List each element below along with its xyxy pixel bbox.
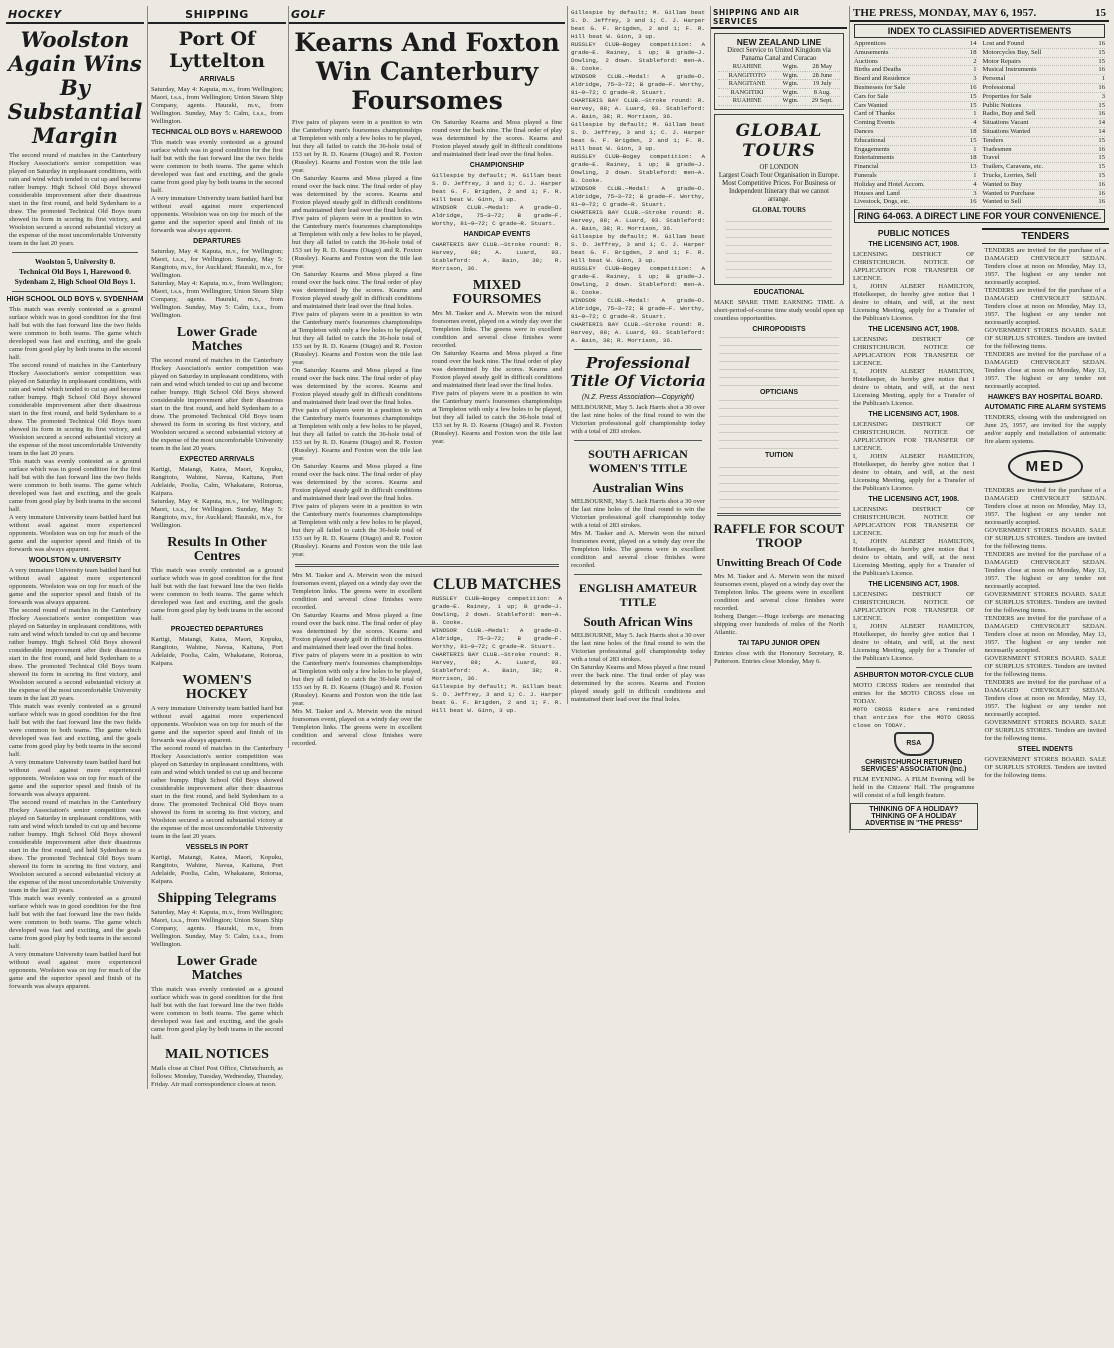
- expected-arrivals-heading: EXPECTED ARRIVALS: [179, 456, 255, 463]
- ship-name: RUAHINE: [718, 97, 776, 106]
- arrivals-body: Saturday, May 4: Kaputa, m.v., from Wellington; Maori, t.s.s., from Wellington; Union Steam Ship Company, agents. Hauraki, m.v., from Wellington. Sunday, May 5: Calm, t.s.s., from Wellington.: [151, 86, 283, 125]
- lower-grade-body: The second round of matches in the Canterbury Hockey Association's senior competition was played on Saturday in unpleasant conditions, with rain and wind which tended to cut up and become rather bumpy. High School Old Boys showed considerable improvement after their disastrous start in the first round, and held Sydenham to a draw. The promoted Technical Old Boys team showed its form in scoring its first victory, and Woolston secured a second substantial victory at the expense of the most uncomfortable University team in the last 20 years.: [151, 357, 283, 452]
- divider: [574, 349, 702, 350]
- tenders-body-5: GOVERNMENT STORES BOARD. SALE OF SURPLUS STORES. Tenders are invited for the following items.: [984, 527, 1106, 551]
- index-item[interactable]: Apprentices 14: [854, 40, 977, 47]
- golf-body-2: On Saturday Kearns and Moss played a fine round over the back nine. The final order of play was determined by the scores. Kearns and Foxton played steady golf in difficult conditions and maintained their lead over the final holes.: [292, 175, 422, 214]
- index-item[interactable]: Holiday and Hotel Accom. 4: [854, 180, 977, 188]
- divider: [12, 291, 138, 292]
- golf-body-1: Five pairs of players were in a position to win the Canterbury men's foursomes championships at Templeton with only a few holes to be played, but they all failed to catch the 36-hole total of 153 set by R. D. Kearns (Otago) and R. Foxton (Russley). Kearns and Foxton won the title last year.: [292, 119, 422, 174]
- tuition-heading: TUITION: [765, 451, 793, 459]
- tenders-body-6: TENDERS are invited for the purchase of a DAMAGED CHEVROLET SEDAN. Tenders close at noon on Monday, May 13, 1957. The highest or any tender not necessarily accepted.: [984, 551, 1106, 591]
- projected-departures-body: Kartigi, Matangi, Katea, Maori, Kopuku, Rangitoto, Wahine, Navua, Kaituna, Port Adelaide, Poolia, Calm, Whakatane, Rotorua, Kaipara.: [151, 636, 283, 667]
- index-item[interactable]: Trucks, Lorries, Sell 15: [982, 171, 1105, 179]
- sailing-schedule: [718, 63, 840, 106]
- golf-kicker: GOLF: [289, 6, 565, 24]
- club-matches-body-1: RUSSLEY CLUB—Bogey competition: A grade—E. Rainey, 1 up; B grade—J. Dowling, 2 down. Stableford: men—A. B. Cooke.: [432, 595, 562, 626]
- golf-body-3: Five pairs of players were in a position to win the Canterbury men's foursomes championships at Templeton with only a few holes to be played, but they all failed to catch the 36-hole total of 153 set by R. D. Kearns (Otago) and R. Foxton (Russley). Kearns and Foxton won the title last year.: [292, 215, 422, 270]
- arrivals-heading: ARRIVALS: [199, 76, 235, 83]
- shipping-kicker: SHIPPING: [148, 6, 286, 24]
- hockey-subhead-technical: TECHNICAL OLD BOYS v. HAREWOOD: [151, 129, 283, 136]
- golf-body-10: On Saturday Kearns and Moss played a fine round over the back nine. The final order of play was determined by the scores. Kearns and Foxton played steady golf in difficult conditions and maintained their lead over the final holes.: [432, 119, 562, 158]
- ring-banner: RING 64-063. A DIRECT LINE FOR YOUR CONVENIENCE.: [854, 209, 1105, 223]
- club-results-11: WINDSOR CLUB.—Medal: A grade—D. Aldridge, 75—3—72; B grade—F. Worthy, 81—9—72; C grade—R. Stuart.: [571, 297, 705, 320]
- club-results-6: RUSSLEY CLUB—Bogey competition: A grade—E. Rainey, 1 up; B grade—J. Dowling, 2 down. Stableford: men—A. B. Cooke.: [571, 153, 705, 184]
- licensing-body-4: I, JOHN ALBERT HAMILTON, Hotelkeeper, do hereby give notice that I desire to obtain, and will, at the next Licensing Meeting, apply for a Transfer of the Publican's Licence.: [853, 368, 975, 408]
- classifieds-column: [849, 6, 1109, 833]
- golf-column: [288, 6, 565, 748]
- index-item[interactable]: Personal 1: [982, 75, 1105, 83]
- licensing-body-7: LICENSING DISTRICT OF CHRISTCHURCH. NOTICE OF APPLICATION FOR TRANSFER OF LICENCE.: [853, 506, 975, 538]
- rsa-badge-icon: RSA: [894, 732, 934, 756]
- index-item[interactable]: Trailers, Caravans, etc. 15: [982, 163, 1105, 171]
- hockey-headline: Woolston Again Wins By Substantial Margin: [7, 27, 143, 148]
- ship-name: RANGITANE: [718, 80, 776, 89]
- hockey-score-1: Woolston 5, University 0.: [34, 257, 116, 266]
- tenders-body-2: TENDERS are invited for the purchase of a DAMAGED CHEVROLET SEDAN. Tenders close at noon on Monday, May 13, 1957. The highest or any tender not necessarily accepted.: [984, 287, 1106, 327]
- championship-heading: CHAMPIONSHIP: [469, 162, 525, 169]
- hockey-body-university-cont3: A very immature University team battled hard but without avail against more experienced opponents. Woolston was on top for much of the game and the superior speed and finish of its forwards was always apparent.: [9, 759, 141, 798]
- ship-name: RUAHINE: [718, 63, 776, 71]
- departures-body-cont: Saturday, May 4: Kaputa, m.v., from Wellington; Maori, t.s.s., from Wellington; Union Steam Ship Company, agents. Hauraki, m.v., from Wellington. Sunday, May 5: Calm, t.s.s., from Wellington.: [151, 280, 283, 319]
- index-item[interactable]: Cars Wanted 15: [854, 101, 977, 109]
- club-results-2: RUSSLEY CLUB—Bogey competition: A grade—E. Rainey, 1 up; B grade—J. Dowling, 2 down. Stableford: men—A. B. Cooke.: [571, 41, 705, 72]
- moto-cross-listing: MOTO CROSS Riders are reminded that entries for the MOTO CROSS close on TODAY.: [853, 706, 975, 730]
- sa-womens-subhead: Australian Wins: [592, 480, 684, 495]
- masthead: [850, 6, 1109, 22]
- classifieds-right: [982, 225, 1110, 833]
- index-item[interactable]: Engagements 1: [854, 145, 977, 153]
- golf-story-left: [289, 119, 425, 559]
- shipping-telegrams-body: Saturday, May 4: Kaputa, m.v., from Wellington; Maori, t.s.s., from Wellington; Union Steam Ship Company, agents. Hauraki, m.v., from Wellington. Sunday, May 5: Calm, t.s.s., from Wellington.: [151, 909, 283, 948]
- results-other-centres-heading: Results In Other Centres: [167, 535, 267, 564]
- licensing-heading-3: THE LICENSING ACT, 1908.: [868, 411, 960, 419]
- licensing-body-8: I, JOHN ALBERT HAMILTON, Hotelkeeper, do hereby give notice that I desire to obtain, and will, at the next Licensing Meeting, apply for a Transfer of the Publican's Licence.: [853, 538, 975, 578]
- golf-body-8: On Saturday Kearns and Moss played a fine round over the back nine. The final order of play was determined by the scores. Kearns and Foxton played steady golf in difficult conditions and maintained their lead over the final holes.: [292, 463, 422, 502]
- golf-lower-body-4: Mrs M. Tasker and A. Merwin won the mixed foursomes event, played on a windy day over the Templeton links. The greens were in excellent condition and several close finishes were recorded.: [292, 708, 422, 747]
- ship-name: RANGITOTO: [718, 71, 776, 80]
- hockey-body-university-cont: The second round of matches in the Canterbury Hockey Association's senior competition was played on Saturday in unpleasant conditions, with rain and wind which tended to cut up and become rather bumpy. High School Old Boys showed considerable improvement after their disastrous start in the first round, and held Sydenham to a draw. The promoted Technical Old Boys team showed its form in scoring its first victory, and Woolston secured a second substantial victory at the expense of the most uncomfortable University team in the last 20 years.: [9, 607, 141, 702]
- vessels-in-port-heading: VESSELS IN PORT: [185, 844, 249, 851]
- index-item[interactable]: Motor Repairs 15: [982, 57, 1105, 65]
- masthead-title: THE PRESS, MONDAY, MAY 6, 1957.: [853, 7, 1037, 19]
- ship-port: Wgtn.: [776, 88, 804, 97]
- index-item[interactable]: Entertainments 18: [854, 154, 977, 162]
- travel-header: SHIPPING AND AIR SERVICES: [711, 6, 847, 29]
- tenders-body-9: GOVERNMENT STORES BOARD. SALE OF SURPLUS STORES. Tenders are invited for the following items.: [984, 655, 1106, 679]
- expected-arrivals-body-cont: Saturday, May 4: Kaputa, m.v., for Wellington; Maori, t.s.s., for Wellington. Sunday, May 5: Rangitoto, m.v., for Auckland; Hauraki, m.v., for Wellington.: [151, 498, 283, 529]
- licensing-heading-2: THE LICENSING ACT, 1908.: [868, 326, 960, 334]
- club-results-9: Gillespie by default; M. Gillam beat S. D. Jeffrey, 3 and 1; C. J. Harper beat G. F. Brigden, 2 and 1; F. R. Hill beat W. Ginn, 3 up.: [571, 233, 705, 264]
- departures-body: Saturday, May 4: Kaputa, m.v., for Wellington; Maori, t.s.s., for Wellington. Sunday, May 5: Rangitoto, m.v., for Auckland; Hauraki, m.v., for Wellington.: [151, 248, 283, 279]
- newspaper-page: [6, 6, 1108, 1342]
- steel-indents-body: GOVERNMENT STORES BOARD. SALE OF SURPLUS STORES. Tenders are invited for the following items.: [984, 756, 1106, 780]
- divider: [856, 667, 972, 668]
- educational-body: MAKE SPARE TIME EARNING TIME. A short-period-of-course time study would open up countless opportunities.: [714, 298, 844, 322]
- hockey-body-university-cont6: A very immature University team battled hard but without avail against more experienced opponents. Woolston was on top for much of the game and the superior speed and finish of its forwards was always apparent.: [9, 951, 141, 990]
- sailing-row: [718, 97, 840, 106]
- nz-line-ad: [714, 33, 844, 110]
- index-item[interactable]: Professional 16: [982, 83, 1105, 91]
- licensing-body: LICENSING DISTRICT OF CHRISTCHURCH. NOTICE OF APPLICATION FOR TRANSFER OF LICENCE.: [853, 251, 975, 283]
- golf-body-7: Five pairs of players were in a position to win the Canterbury men's foursomes championships at Templeton with only a few holes to be played, but they all failed to catch the 36-hole total of 153 set by R. D. Kearns (Otago) and R. Foxton (Russley). Kearns and Foxton won the title last year.: [292, 407, 422, 462]
- index-item[interactable]: Motorcycles Buy, Sell 15: [982, 48, 1105, 56]
- tuition-listings: [719, 462, 839, 508]
- ship-port: Wgtn.: [776, 63, 804, 71]
- index-item[interactable]: Wanted to Purchase 16: [982, 189, 1105, 197]
- sa-womens-title-headline: SOUTH AFRICAN WOMEN'S TITLE: [588, 447, 688, 475]
- nz-line-title: NEW ZEALAND LINE: [736, 37, 822, 47]
- golf-headline: Kearns And Foxton Win Canterbury Foursomes: [294, 28, 560, 115]
- fire-alarm-heading: HAWKE'S BAY HOSPITAL BOARD.: [987, 394, 1103, 402]
- sa-womens-body-2: Mrs M. Tasker and A. Merwin won the mixed foursomes event, played on a windy day over the Templeton links. The greens were in excellent condition and several close finishes were recorded.: [571, 530, 705, 569]
- mail-notices-body: Mails close at Chief Post Office, Christchurch, as follows: Monday, Tuesday, Wednesday, Thursday, Friday. Air mail correspondence closes at noon.: [151, 1065, 283, 1088]
- motor-club-body: MOTO CROSS Riders are reminded that entries for the MOTO CROSS close on TODAY.: [853, 682, 975, 706]
- index-list-right: [983, 40, 1106, 207]
- mail-notices-heading: MAIL NOTICES: [165, 1047, 269, 1062]
- hockey-kicker: HOCKEY: [6, 6, 144, 24]
- tenders-body-11: GOVERNMENT STORES BOARD. SALE OF SURPLUS STORES. Tenders are invited for the following items.: [984, 719, 1106, 743]
- projected-departures-heading: PROJECTED DEPARTURES: [170, 626, 264, 633]
- global-tours-body: Largest Coach Tour Organisation in Europe. Most Competitive Prices. For Business or Independent Itinerary that we cannot arrange.: [718, 171, 840, 203]
- sa-womens-body: MELBOURNE, May 5. Jack Harris shot a 30 over the last nine holes of the final round to win the Victorian professional golf championship today with a total of 283 strokes.: [571, 498, 705, 529]
- nz-line-subtitle: Direct Service to United Kingdom via Panama Canal and Curacao: [727, 47, 831, 62]
- hockey-body-sydenham-cont3: A very immature University team battled hard but without avail against more experienced opponents. Woolston was on top for much of the game and the superior speed and finish of its forwards was always apparent.: [9, 514, 141, 553]
- vessels-in-port-body: Kartigi, Matangi, Katea, Maori, Kopuku, Rangitoto, Wahine, Navua, Kaituna, Port Adelaide, Poolia, Calm, Whakatane, Rotorua, Kaipara.: [151, 854, 283, 885]
- golf-body-9: Five pairs of players were in a position to win the Canterbury men's foursomes championships at Templeton with only a few holes to be played, but they all failed to catch the 36-hole total of 153 set by R. D. Kearns (Otago) and R. Foxton (Russley). Kearns and Foxton won the title last year.: [292, 503, 422, 558]
- hockey-body-sydenham: This match was evenly contested as a ground surface which was in good condition for the first half but with the fast forward line the two fields were common to both teams. The game which developed was fast and exciting, and the goals came from good play by both teams in the second half.: [9, 306, 141, 361]
- tenders-heading: TENDERS: [982, 228, 1110, 244]
- index-item[interactable]: Radio, Buy and Sell 16: [982, 110, 1105, 118]
- fire-alarm-subhead: AUTOMATIC FIRE ALARM SYSTEMS: [984, 404, 1107, 412]
- iceberg-paragraph: Iceberg Danger.—Huge icebergs are menacing shipping over hundreds of miles of the North Atlantic.: [714, 612, 844, 636]
- club-results-12: CHARTERIS BAY CLUB.—Stroke round: R. Harvey, 88; A. Luard, 93. Stableford: A. Bain, 38; R. Morrison, 36.: [571, 321, 705, 344]
- rsa-emblem-wrap: [850, 730, 978, 756]
- index-banner: INDEX TO CLASSIFIED ADVERTISEMENTS: [854, 24, 1105, 38]
- global-tours-contact: GLOBAL TOURS: [752, 206, 806, 214]
- divider: [574, 440, 702, 441]
- ship-port: Wgtn.: [776, 97, 804, 106]
- womens-hockey-heading: WOMEN'S HOCKEY: [182, 673, 252, 702]
- golf-lower-body-3: Five pairs of players were in a position to win the Canterbury men's foursomes championships at Templeton with only a few holes to be played, but they all failed to catch the 36-hole total of 153 set by R. D. Kearns (Otago) and R. Foxton (Russley). Kearns and Foxton won the title last year.: [292, 652, 422, 707]
- hockey-body-sydenham-cont: The second round of matches in the Canterbury Hockey Association's senior competition was played on Saturday in unpleasant conditions, with rain and wind which tended to cut up and become rather bumpy. High School Old Boys showed considerable improvement after their disastrous start in the first round, and held Sydenham to a draw. The promoted Technical Old Boys team showed its form in scoring its first victory, and Woolston secured a second substantial victory at the expense of the most uncomfortable University team in the last 20 years.: [9, 362, 141, 457]
- index-item[interactable]: Tradesmen 16: [982, 145, 1105, 153]
- med-body: TENDERS are invited for the purchase of a DAMAGED CHEVROLET SEDAN. Tenders close at noon on Monday, May 13, 1957. The highest or any tender not necessarily accepted.: [984, 487, 1106, 527]
- classifieds-left: [850, 225, 978, 833]
- page-number: 15: [1095, 7, 1106, 19]
- tenders-body-10: TENDERS are invited for the purchase of a DAMAGED CHEVROLET SEDAN. Tenders close at noon on Monday, May 13, 1957. The highest or any tender not necessarily accepted.: [984, 679, 1106, 719]
- club-results-4: CHARTERIS BAY CLUB.—Stroke round: R. Harvey, 88; A. Luard, 93. Stableford: A. Bain, 38; R. Morrison, 36.: [571, 97, 705, 120]
- english-amateur-body-2: On Saturday Kearns and Moss played a fine round over the back nine. The final order of play was determined by the scores. Kearns and Foxton played steady golf in difficult conditions and maintained their lead over the final holes.: [571, 664, 705, 703]
- index-item[interactable]: Funerals 1: [854, 171, 977, 179]
- index-item[interactable]: Lost and Found 16: [982, 40, 1105, 47]
- rsa-body: FILM EVENING. A FILM Evening will be held in the Citizens' Hall. The programme will consist of a full length feature.: [853, 776, 975, 800]
- mixed-foursomes-body: Mrs M. Tasker and A. Merwin won the mixed foursomes event, played on a windy day over the Templeton links. The greens were in excellent condition and several close finishes were recorded.: [432, 310, 562, 349]
- mixed-foursomes-body-2: On Saturday Kearns and Moss played a fine round over the back nine. The final order of play was determined by the scores. Kearns and Foxton played steady golf in difficult conditions and maintained their lead over the final holes.: [432, 350, 562, 389]
- womens-hockey-body-cont: The second round of matches in the Canterbury Hockey Association's senior competition was played on Saturday in unpleasant conditions, with rain and wind which tended to cut up and become rather bumpy. High School Old Boys showed considerable improvement after their disastrous start in the first round, and held Sydenham to a draw. The promoted Technical Old Boys team showed its form in scoring its first victory, and Woolston secured a second substantial victory at the expense of the most uncomfortable University team in the last 20 years.: [151, 745, 283, 840]
- scout-raffle-body: Mrs M. Tasker and A. Merwin won the mixed foursomes event, played on a windy day over the Templeton links. The greens were in excellent condition and several close finishes were recorded.: [714, 572, 844, 612]
- tenders-body-4: TENDERS are invited for the purchase of a DAMAGED CHEVROLET SEDAN. Tenders close at noon on Monday, May 13, 1957. The highest or any tender not necessarily accepted.: [984, 351, 1106, 391]
- ship-name: RANGITIKI: [718, 88, 776, 97]
- hockey-body-technical-cont: A very immature University team battled hard but without avail against more experienced opponents. Woolston was on top for much of the game and the superior speed and finish of its forwards was always apparent.: [151, 195, 283, 234]
- club-matches-heading: CLUB MATCHES: [432, 576, 562, 593]
- index-item[interactable]: Houses and Land 3: [854, 189, 977, 197]
- motor-club-heading: ASHBURTON MOTOR-CYCLE CLUB: [853, 672, 974, 680]
- club-results-10: RUSSLEY CLUB—Bogey competition: A grade—E. Rainey, 1 up; B grade—J. Dowling, 2 down. Stableford: men—A. B. Cooke.: [571, 265, 705, 296]
- golf-lower-body-2: On Saturday Kearns and Moss played a fine round over the back nine. The final order of play was determined by the scores. Kearns and Foxton played steady golf in difficult conditions and maintained their lead over the final holes.: [292, 612, 422, 651]
- hockey-body-university: A very immature University team battled hard but without avail against more experienced opponents. Woolston was on top for much of the game and the superior speed and finish of its forwards was always apparent.: [9, 567, 141, 606]
- licensing-body-6: I, JOHN ALBERT HAMILTON, Hotelkeeper, do hereby give notice that I desire to obtain, and will, at the next Licensing Meeting, apply for a Transfer of the Publican's Licence.: [853, 453, 975, 493]
- departures-heading: DEPARTURES: [193, 238, 241, 245]
- med-logo-wrap: [982, 446, 1110, 487]
- club-matches-body-4: Gillespie by default; M. Gillam beat S. D. Jeffrey, 3 and 1; C. J. Harper beat G. F. Brigden, 2 and 1; F. R. Hill beat W. Ginn, 3 up.: [432, 683, 562, 714]
- golf-body-4: On Saturday Kearns and Moss played a fine round over the back nine. The final order of play was determined by the scores. Kearns and Foxton played steady golf in difficult conditions and maintained their lead over the final holes.: [292, 271, 422, 310]
- victoria-credit: (N.Z. Press Association—Copyright): [581, 394, 695, 401]
- divider: [574, 574, 702, 575]
- index-item[interactable]: Amusements 18: [854, 48, 977, 56]
- shipping-column: [147, 6, 286, 1089]
- licensing-heading-4: THE LICENSING ACT, 1908.: [868, 496, 960, 504]
- lower-grade-2-body: This match was evenly contested as a ground surface which was in good condition for the first half but with the fast forward line the two fields were common to both teams. The game which developed was fast and exciting, and the goals came from good play by both teams in the second half.: [151, 986, 283, 1041]
- classified-index: [854, 40, 1105, 207]
- club-results-column: [567, 6, 708, 704]
- tenders-body-8: TENDERS are invited for the purchase of a DAMAGED CHEVROLET SEDAN. Tenders close at noon on Monday, May 13, 1957. The highest or any tender not necessarily accepted.: [984, 615, 1106, 655]
- global-tours-logo: GLOBAL TOURS: [735, 120, 823, 161]
- fire-alarm-body: TENDERS, closing with the undersigned on June 25, 1957, are invited for the supply and/or supply and installation of automatic fire alarm systems.: [984, 414, 1106, 446]
- handicap-heading: HANDICAP EVENTS: [463, 231, 531, 238]
- hockey-body-university-cont4: The second round of matches in the Canterbury Hockey Association's senior competition was played on Saturday in unpleasant conditions, with rain and wind which tended to cut up and become rather bumpy. High School Old Boys showed considerable improvement after their disastrous start in the first round, and held Sydenham to a draw. The promoted Technical Old Boys team showed its form in scoring its first victory, and Woolston secured a second substantial victory at the expense of the most uncomfortable University team in the last 20 years.: [9, 799, 141, 894]
- english-amateur-headline: ENGLISH AMATEUR TITLE: [578, 581, 698, 609]
- chiropodists-listings: [719, 336, 839, 386]
- opticians-listings: [719, 399, 839, 449]
- global-tours-subtitle: OF LONDON: [759, 163, 799, 171]
- hockey-body-sydenham-cont2: This match was evenly contested as a ground surface which was in good condition for the first half but with the fast forward line the two fields were common to both teams. The game which developed was fast and exciting, and the goals came from good play by both teams in the second half.: [9, 458, 141, 513]
- victoria-title-headline: Professional Title Of Victoria: [570, 354, 706, 390]
- hockey-score-2: Technical Old Boys 1, Harewood 0.: [19, 267, 131, 276]
- educational-heading: EDUCATIONAL: [753, 288, 805, 296]
- sailing-row: [718, 71, 840, 80]
- tenders-body-3: GOVERNMENT STORES BOARD. SALE OF SURPLUS STORES. Tenders are invited for the following items.: [984, 327, 1106, 351]
- index-list-left: [854, 40, 977, 207]
- index-item[interactable]: Businesses for Sale 16: [854, 83, 977, 91]
- sailing-row: [718, 63, 840, 71]
- results-other-body: This match was evenly contested as a ground surface which was in good condition for the first half but with the fast forward line the two fields were common to both teams. The game which developed was fast and exciting, and the goals came from good play by both teams in the second half.: [151, 567, 283, 622]
- golf-lower-left: [289, 572, 425, 748]
- opticians-heading: OPTICIANS: [759, 388, 799, 396]
- tenders-body: TENDERS are invited for the purchase of a DAMAGED CHEVROLET SEDAN. Tenders close at noon on Monday, May 13, 1957. The highest or any tender not necessarily accepted.: [984, 247, 1106, 287]
- club-matches-body-3: CHARTERIS BAY CLUB.—Stroke round: R. Harvey, 88; A. Luard, 93. Stableford: A. Bain, 38; R. Morrison, 36.: [432, 651, 562, 682]
- hockey-body-university-cont2: This match was evenly contested as a ground surface which was in good condition for the first half but with the fast forward line the two fields were common to both teams. The game which developed was fast and exciting, and the goals came from good play by both teams in the second half.: [9, 703, 141, 758]
- mixed-foursomes-heading: MIXED FOURSOMES: [452, 278, 542, 307]
- hockey-subhead-university: WOOLSTON v. UNIVERSITY: [28, 557, 122, 564]
- divider: [295, 564, 559, 567]
- divider: [12, 252, 138, 253]
- index-item[interactable]: Coming Events 4: [854, 119, 977, 127]
- index-item[interactable]: Card of Thanks 1: [854, 110, 977, 118]
- ship-date: 19 July: [805, 80, 841, 89]
- licensing-body-10: I, JOHN ALBERT HAMILTON, Hotelkeeper, do hereby give notice that I desire to obtain, and will, at the next Licensing Meeting, apply for a Transfer of the Publican's Licence.: [853, 623, 975, 663]
- hockey-body-technical: This match was evenly contested as a ground surface which was in good condition for the first half but with the fast forward line the two fields were common to both teams. The game which developed was fast and exciting, and the goals came from good play by both teams in the second half.: [151, 139, 283, 194]
- index-item[interactable]: Births and Deaths 1: [854, 66, 977, 74]
- licensing-body-9: LICENSING DISTRICT OF CHRISTCHURCH. NOTICE OF APPLICATION FOR TRANSFER OF LICENCE.: [853, 591, 975, 623]
- med-logo: MED: [1008, 450, 1083, 483]
- club-results-7: WINDSOR CLUB.—Medal: A grade—D. Aldridge, 75—3—72; B grade—F. Worthy, 81—9—72; C grade—R. Stuart.: [571, 185, 705, 208]
- hockey-score-3: Sydenham 2, High School Old Boys 1.: [14, 277, 136, 286]
- ship-date: 28 May: [805, 63, 841, 71]
- scout-raffle-headline: RAFFLE FOR SCOUT TROOP: [713, 520, 845, 550]
- golf-story: [289, 119, 565, 559]
- golf-story-right: [429, 119, 565, 559]
- english-amateur-subhead: South African Wins: [583, 614, 693, 629]
- english-amateur-body: MELBOURNE, May 5. Jack Harris shot a 30 over the last nine holes of the final round to win the Victorian professional golf championship today with a total of 283 strokes.: [571, 632, 705, 663]
- public-notices-heading: PUBLIC NOTICES: [877, 228, 950, 239]
- shipping-telegrams-heading: Shipping Telegrams: [157, 891, 277, 906]
- chiropodists-heading: CHIROPODISTS: [752, 325, 806, 333]
- championship-results: Gillespie by default; M. Gillam beat S. D. Jeffrey, 3 and 1; C. J. Harper beat G. F. Brigden, 2 and 1; F. R. Hill beat W. Ginn, 3 up.: [432, 172, 562, 203]
- shipping-headline: Port Of Lyttelton: [169, 28, 265, 72]
- index-item[interactable]: Livestock, Dogs, etc. 16: [854, 198, 977, 206]
- holiday-ad: THINKING OF A HOLIDAY? THINKING OF A HOLIDAY ADVERTISE IN "THE PRESS": [850, 803, 978, 830]
- club-results-8: CHARTERIS BAY CLUB.—Stroke round: R. Harvey, 88; A. Luard, 93. Stableford: A. Bain, 38; R. Morrison, 36.: [571, 209, 705, 232]
- global-tours-ad: [714, 114, 844, 285]
- ship-date: 8 Aug.: [805, 88, 841, 97]
- golf-body-6: On Saturday Kearns and Moss played a fine round over the back nine. The final order of play was determined by the scores. Kearns and Foxton played steady golf in difficult conditions and maintained their lead over the final holes.: [292, 367, 422, 406]
- index-item[interactable]: Dances 18: [854, 127, 977, 135]
- index-item[interactable]: Board and Residence 3: [854, 75, 977, 83]
- hockey-body-university-cont5: This match was evenly contested as a ground surface which was in good condition for the first half but with the fast forward line the two fields were common to both teams. The game which developed was fast and exciting, and the goals came from good play by both teams in the second half.: [9, 895, 141, 950]
- expected-arrivals-body: Kartigi, Matangi, Katea, Maori, Kopuku, Rangitoto, Wahine, Navua, Kaituna, Port Adelaide, Poolia, Calm, Whakatane, Rotorua, Kaipara.: [151, 466, 283, 497]
- global-tours-text-block: [726, 218, 832, 278]
- index-item[interactable]: Musical Instruments 16: [982, 66, 1105, 74]
- index-item[interactable]: Cars for Sale 15: [854, 92, 977, 100]
- lower-grade-heading: Lower Grade Matches: [176, 325, 258, 354]
- index-item[interactable]: Travel 15: [982, 154, 1105, 162]
- sailing-row: [718, 80, 840, 89]
- steel-indents-heading: STEEL INDENTS: [1017, 746, 1073, 754]
- index-item[interactable]: Public Notices 15: [982, 101, 1105, 109]
- licensing-body-2: I, JOHN ALBERT HAMILTON, Hotelkeeper, do hereby give notice that I desire to obtain, and will, at the next Licensing Meeting, apply for a Transfer of the Publican's Licence.: [853, 283, 975, 323]
- index-item[interactable]: Wanted to Buy 16: [982, 180, 1105, 188]
- index-item[interactable]: Financial 13: [854, 163, 977, 171]
- index-item[interactable]: Properties for Sale 3: [982, 92, 1105, 100]
- club-matches-body-2: WINDSOR CLUB.—Medal: A grade—D. Aldridge, 75—3—72; B grade—F. Worthy, 81—9—72; C grade—R. Stuart.: [432, 627, 562, 650]
- licensing-body-3: LICENSING DISTRICT OF CHRISTCHURCH. NOTICE OF APPLICATION FOR TRANSFER OF LICENCE.: [853, 336, 975, 368]
- lower-grade-2-heading: Lower Grade Matches: [176, 954, 258, 983]
- index-item[interactable]: Situations Vacant 14: [982, 119, 1105, 127]
- golf-lower-right: [429, 572, 565, 748]
- sailing-row: [718, 88, 840, 97]
- golf-lower: [289, 572, 565, 748]
- index-item[interactable]: Educational 15: [854, 136, 977, 144]
- hockey-body-intro: The second round of matches in the Canterbury Hockey Association's senior competition was played on Saturday in unpleasant conditions, with rain and wind which tended to cut up and become rather bumpy. High School Old Boys showed considerable improvement after their disastrous start in the first round, and held Sydenham to a draw. The promoted Technical Old Boys team showed its form in scoring its first victory, and Woolston secured a second substantial victory at the expense of the most uncomfortable University team in the last 20 years.: [9, 152, 141, 247]
- club-results-5: Gillespie by default; M. Gillam beat S. D. Jeffrey, 3 and 1; C. J. Harper beat G. F. Brigden, 2 and 1; F. R. Hill beat W. Ginn, 3 up.: [571, 121, 705, 152]
- club-results-3: WINDSOR CLUB.—Medal: A grade—D. Aldridge, 75—3—72; B grade—F. Worthy, 81—9—72; C grade—R. Stuart.: [571, 73, 705, 96]
- licensing-heading: THE LICENSING ACT, 1908.: [868, 241, 960, 249]
- rsa-heading: CHRISTCHURCH RETURNED SERVICES' ASSOCIATION (Inc.): [861, 759, 967, 774]
- tenders-body-7: GOVERNMENT STORES BOARD. SALE OF SURPLUS STORES. Tenders are invited for the following items.: [984, 591, 1106, 615]
- classifieds-body: [850, 225, 1109, 833]
- licensing-body-5: LICENSING DISTRICT OF CHRISTCHURCH. NOTICE OF APPLICATION FOR TRANSFER OF LICENCE.: [853, 421, 975, 453]
- tai-tapu-body: Entries close with the Honorary Secretary, R. Patterson. Entries close Monday, May 6.: [714, 649, 844, 665]
- golf-body-5: Five pairs of players were in a position to win the Canterbury men's foursomes championships at Templeton with only a few holes to be played, but they all failed to catch the 36-hole total of 153 set by R. D. Kearns (Otago) and R. Foxton (Russley). Kearns and Foxton won the title last year.: [292, 311, 422, 366]
- handicap-results: CHARTERIS BAY CLUB.—Stroke round: R. Harvey, 88; A. Luard, 93. Stableford: A. Bain, 38; R. Morrison, 36.: [432, 241, 562, 272]
- hockey-column: [6, 6, 144, 991]
- divider: [717, 513, 841, 516]
- victoria-body: MELBOURNE, May 5. Jack Harris shot a 30 over the last nine holes of the final round to win the Victorian professional golf championship today with a total of 283 strokes.: [571, 404, 705, 435]
- ship-date: 29 Sept.: [805, 97, 841, 106]
- mixed-foursomes-body-3: Five pairs of players were in a position to win the Canterbury men's foursomes championships at Templeton with only a few holes to be played, but they all failed to catch the 36-hole total of 153 set by R. D. Kearns (Otago) and R. Foxton (Russley). Kearns and Foxton won the title last year.: [432, 390, 562, 445]
- index-item[interactable]: Situations Wanted 14: [982, 127, 1105, 135]
- championship-results-2: WINDSOR CLUB.—Medal: A grade—D. Aldridge, 75—3—72; B grade—F. Worthy, 81—9—72; C grade—R. Stuart.: [432, 204, 562, 227]
- hockey-subhead-sydenham: HIGH SCHOOL OLD BOYS v. SYDENHAM: [6, 296, 144, 303]
- scout-raffle-subhead: Unwitting Breach Of Code: [716, 556, 842, 569]
- travel-column: [710, 6, 847, 666]
- index-item[interactable]: Tenders 15: [982, 136, 1105, 144]
- ship-date: 28 June: [805, 71, 841, 80]
- club-results-1: Gillespie by default; M. Gillam beat S. D. Jeffrey, 3 and 1; C. J. Harper beat G. F. Brigden, 2 and 1; F. R. Hill beat W. Ginn, 3 up.: [571, 9, 705, 40]
- womens-hockey-body: A very immature University team battled hard but without avail against more experienced opponents. Woolston was on top for much of the game and the superior speed and finish of its forwards was always apparent.: [151, 705, 283, 744]
- ship-port: Wgtn.: [776, 80, 804, 89]
- index-item[interactable]: Wanted to Sell 16: [982, 198, 1105, 206]
- tai-tapu-heading: TAI TAPU JUNIOR OPEN: [738, 639, 820, 647]
- licensing-heading-5: THE LICENSING ACT, 1908.: [868, 581, 960, 589]
- golf-lower-body-1: Mrs M. Tasker and A. Merwin won the mixed foursomes event, played on a windy day over the Templeton links. The greens were in excellent condition and several close finishes were recorded.: [292, 572, 422, 611]
- index-item[interactable]: Auctions 2: [854, 57, 977, 65]
- ship-port: Wgtn.: [776, 71, 804, 80]
